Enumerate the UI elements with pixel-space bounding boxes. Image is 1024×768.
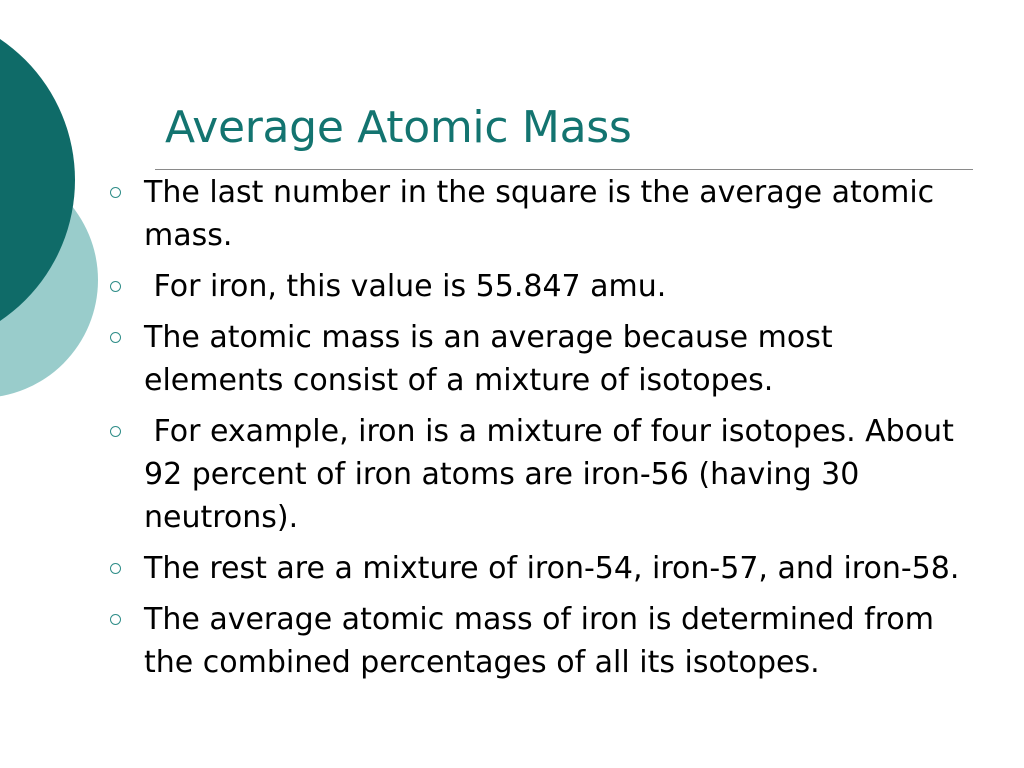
bullet-circle-icon (110, 426, 121, 437)
bullet-text: For example, iron is a mixture of four isotopes. About 92 percent of iron atoms are iron-56 (having 30 neutrons). (144, 414, 964, 535)
bullet-item (100, 598, 980, 684)
decorative-circles (0, 0, 110, 400)
bullet-circle-icon (110, 187, 121, 198)
bullet-item (100, 547, 980, 590)
bullet-text: The last number in the square is the average atomic mass. (144, 175, 944, 253)
bullet-circle-icon (110, 332, 121, 343)
bullet-item (100, 316, 980, 402)
bullet-text: The average atomic mass of iron is determined from the combined percentages of all its isotopes. (144, 602, 944, 680)
bullet-text: For iron, this value is 55.847 amu. (144, 269, 667, 304)
title-underline (155, 169, 973, 170)
bullet-item (100, 171, 980, 257)
bullet-item (100, 265, 980, 308)
bullet-circle-icon (110, 281, 121, 292)
bullet-text: The atomic mass is an average because most elements consist of a mixture of isotopes. (144, 320, 843, 398)
bullet-circle-icon (110, 563, 121, 574)
bullet-circle-icon (110, 614, 121, 625)
bullet-text: The rest are a mixture of iron-54, iron-57, and iron-58. (144, 551, 960, 586)
bullet-list (100, 171, 980, 692)
slide-title: Average Atomic Mass (165, 102, 632, 153)
bullet-item (100, 410, 980, 539)
